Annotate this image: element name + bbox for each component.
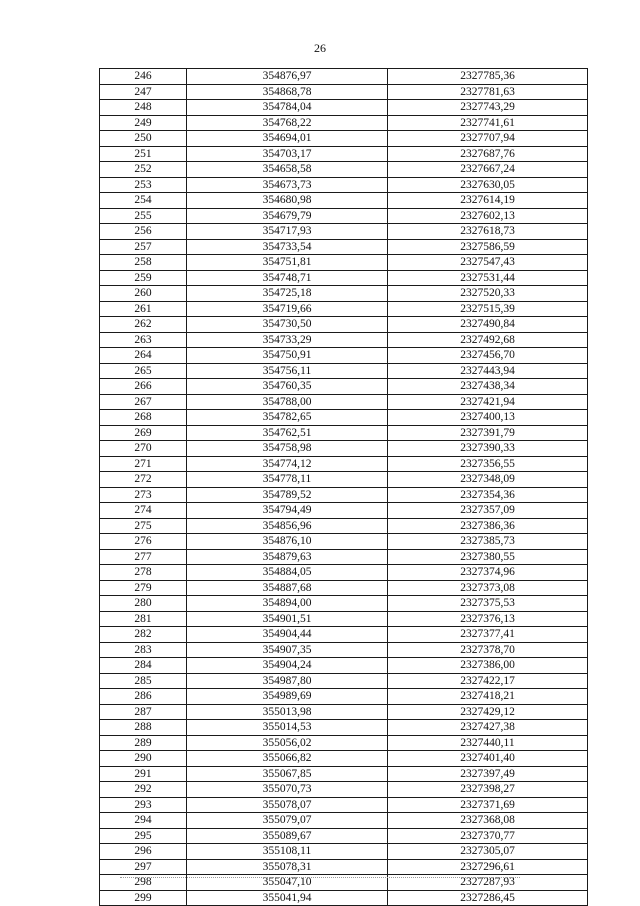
point-number-cell: 282 <box>100 627 187 643</box>
x-coordinate-cell: 354788,00 <box>187 394 388 410</box>
y-coordinate-cell: 2327687,76 <box>388 146 588 162</box>
x-coordinate-cell: 355078,07 <box>187 797 388 813</box>
point-number-cell: 278 <box>100 565 187 581</box>
x-coordinate-cell: 354901,51 <box>187 611 388 627</box>
y-coordinate-cell: 2327456,70 <box>388 348 588 364</box>
table-row <box>100 472 588 488</box>
y-coordinate-cell: 2327286,45 <box>388 890 588 906</box>
table-row <box>100 859 588 875</box>
point-number-cell: 281 <box>100 611 187 627</box>
point-number-cell: 294 <box>100 813 187 829</box>
x-coordinate-cell: 354703,17 <box>187 146 388 162</box>
x-coordinate-cell: 354673,73 <box>187 177 388 193</box>
x-coordinate-cell: 354658,58 <box>187 162 388 178</box>
y-coordinate-cell: 2327397,49 <box>388 766 588 782</box>
x-coordinate-cell: 354907,35 <box>187 642 388 658</box>
point-number-cell: 264 <box>100 348 187 364</box>
x-coordinate-cell: 354868,78 <box>187 84 388 100</box>
table-row <box>100 379 588 395</box>
y-coordinate-cell: 2327520,33 <box>388 286 588 302</box>
x-coordinate-cell: 354758,98 <box>187 441 388 457</box>
y-coordinate-cell: 2327422,17 <box>388 673 588 689</box>
x-coordinate-cell: 354894,00 <box>187 596 388 612</box>
table-row <box>100 270 588 286</box>
y-coordinate-cell: 2327630,05 <box>388 177 588 193</box>
y-coordinate-cell: 2327305,07 <box>388 844 588 860</box>
point-number-cell: 296 <box>100 844 187 860</box>
x-coordinate-cell: 354748,71 <box>187 270 388 286</box>
table-row <box>100 69 588 85</box>
point-number-cell: 250 <box>100 131 187 147</box>
table-row <box>100 286 588 302</box>
x-coordinate-cell: 354680,98 <box>187 193 388 209</box>
table-row <box>100 348 588 364</box>
y-coordinate-cell: 2327357,09 <box>388 503 588 519</box>
y-coordinate-cell: 2327400,13 <box>388 410 588 426</box>
y-coordinate-cell: 2327418,21 <box>388 689 588 705</box>
table-row <box>100 844 588 860</box>
table-row <box>100 131 588 147</box>
x-coordinate-cell: 355078,31 <box>187 859 388 875</box>
table-row <box>100 580 588 596</box>
point-number-cell: 251 <box>100 146 187 162</box>
table-row <box>100 441 588 457</box>
table-row <box>100 162 588 178</box>
table-row <box>100 549 588 565</box>
point-number-cell: 255 <box>100 208 187 224</box>
x-coordinate-cell: 354784,04 <box>187 100 388 116</box>
table-row <box>100 642 588 658</box>
y-coordinate-cell: 2327667,24 <box>388 162 588 178</box>
x-coordinate-cell: 354782,65 <box>187 410 388 426</box>
x-coordinate-cell: 354794,49 <box>187 503 388 519</box>
x-coordinate-cell: 354679,79 <box>187 208 388 224</box>
table-row <box>100 363 588 379</box>
x-coordinate-cell: 355089,67 <box>187 828 388 844</box>
y-coordinate-cell: 2327531,44 <box>388 270 588 286</box>
table-row <box>100 255 588 271</box>
x-coordinate-cell: 354778,11 <box>187 472 388 488</box>
y-coordinate-cell: 2327348,09 <box>388 472 588 488</box>
table-row <box>100 224 588 240</box>
y-coordinate-cell: 2327443,94 <box>388 363 588 379</box>
page-number: 26 <box>314 41 326 55</box>
point-number-cell: 299 <box>100 890 187 906</box>
x-coordinate-cell: 355056,02 <box>187 735 388 751</box>
y-coordinate-cell: 2327586,59 <box>388 239 588 255</box>
point-number-cell: 292 <box>100 782 187 798</box>
point-number-cell: 284 <box>100 658 187 674</box>
point-number-cell: 279 <box>100 580 187 596</box>
table-row <box>100 146 588 162</box>
table-row <box>100 720 588 736</box>
y-coordinate-cell: 2327390,33 <box>388 441 588 457</box>
point-number-cell: 280 <box>100 596 187 612</box>
x-coordinate-cell: 355108,11 <box>187 844 388 860</box>
x-coordinate-cell: 355067,85 <box>187 766 388 782</box>
y-coordinate-cell: 2327492,68 <box>388 332 588 348</box>
table-row <box>100 689 588 705</box>
y-coordinate-cell: 2327296,61 <box>388 859 588 875</box>
x-coordinate-cell: 355014,53 <box>187 720 388 736</box>
table-row <box>100 596 588 612</box>
point-number-cell: 248 <box>100 100 187 116</box>
table-row <box>100 487 588 503</box>
point-number-cell: 274 <box>100 503 187 519</box>
x-coordinate-cell: 354884,05 <box>187 565 388 581</box>
point-number-cell: 258 <box>100 255 187 271</box>
y-coordinate-cell: 2327515,39 <box>388 301 588 317</box>
point-number-cell: 259 <box>100 270 187 286</box>
x-coordinate-cell: 354762,51 <box>187 425 388 441</box>
point-number-cell: 290 <box>100 751 187 767</box>
y-coordinate-cell: 2327373,08 <box>388 580 588 596</box>
point-number-cell: 283 <box>100 642 187 658</box>
point-number-cell: 247 <box>100 84 187 100</box>
table-row <box>100 115 588 131</box>
table-row <box>100 673 588 689</box>
x-coordinate-cell: 354717,93 <box>187 224 388 240</box>
coordinates-table <box>99 68 588 906</box>
table-row <box>100 518 588 534</box>
table-row <box>100 456 588 472</box>
y-coordinate-cell: 2327743,29 <box>388 100 588 116</box>
x-coordinate-cell: 354750,91 <box>187 348 388 364</box>
y-coordinate-cell: 2327398,27 <box>388 782 588 798</box>
y-coordinate-cell: 2327380,55 <box>388 549 588 565</box>
table-row <box>100 410 588 426</box>
table-row <box>100 565 588 581</box>
table-row <box>100 301 588 317</box>
table-row <box>100 100 588 116</box>
table-row <box>100 627 588 643</box>
x-coordinate-cell: 355047,10 <box>187 875 388 891</box>
x-coordinate-cell: 355066,82 <box>187 751 388 767</box>
table-row <box>100 751 588 767</box>
x-coordinate-cell: 354760,35 <box>187 379 388 395</box>
y-coordinate-cell: 2327375,53 <box>388 596 588 612</box>
y-coordinate-cell: 2327356,55 <box>388 456 588 472</box>
point-number-cell: 246 <box>100 69 187 85</box>
y-coordinate-cell: 2327377,41 <box>388 627 588 643</box>
x-coordinate-cell: 354694,01 <box>187 131 388 147</box>
y-coordinate-cell: 2327386,00 <box>388 658 588 674</box>
point-number-cell: 291 <box>100 766 187 782</box>
x-coordinate-cell: 354789,52 <box>187 487 388 503</box>
point-number-cell: 263 <box>100 332 187 348</box>
table-row <box>100 193 588 209</box>
y-coordinate-cell: 2327438,34 <box>388 379 588 395</box>
x-coordinate-cell: 355079,07 <box>187 813 388 829</box>
y-coordinate-cell: 2327781,63 <box>388 84 588 100</box>
table-row <box>100 332 588 348</box>
y-coordinate-cell: 2327741,61 <box>388 115 588 131</box>
x-coordinate-cell: 355013,98 <box>187 704 388 720</box>
x-coordinate-cell: 354719,66 <box>187 301 388 317</box>
x-coordinate-cell: 354876,10 <box>187 534 388 550</box>
point-number-cell: 276 <box>100 534 187 550</box>
point-number-cell: 295 <box>100 828 187 844</box>
table-row <box>100 208 588 224</box>
point-number-cell: 267 <box>100 394 187 410</box>
x-coordinate-cell: 354730,50 <box>187 317 388 333</box>
point-number-cell: 272 <box>100 472 187 488</box>
table-row <box>100 658 588 674</box>
point-number-cell: 275 <box>100 518 187 534</box>
y-coordinate-cell: 2327378,70 <box>388 642 588 658</box>
point-number-cell: 262 <box>100 317 187 333</box>
x-coordinate-cell: 355070,73 <box>187 782 388 798</box>
x-coordinate-cell: 354768,22 <box>187 115 388 131</box>
point-number-cell: 271 <box>100 456 187 472</box>
y-coordinate-cell: 2327429,12 <box>388 704 588 720</box>
point-number-cell: 289 <box>100 735 187 751</box>
y-coordinate-cell: 2327490,84 <box>388 317 588 333</box>
y-coordinate-cell: 2327547,43 <box>388 255 588 271</box>
x-coordinate-cell: 354774,12 <box>187 456 388 472</box>
y-coordinate-cell: 2327374,96 <box>388 565 588 581</box>
table-row <box>100 782 588 798</box>
table-row <box>100 394 588 410</box>
table-row <box>100 704 588 720</box>
y-coordinate-cell: 2327440,11 <box>388 735 588 751</box>
x-coordinate-cell: 354725,18 <box>187 286 388 302</box>
point-number-cell: 266 <box>100 379 187 395</box>
table-row <box>100 813 588 829</box>
point-number-cell: 254 <box>100 193 187 209</box>
point-number-cell: 252 <box>100 162 187 178</box>
y-coordinate-cell: 2327371,69 <box>388 797 588 813</box>
table-row <box>100 828 588 844</box>
x-coordinate-cell: 354989,69 <box>187 689 388 705</box>
point-number-cell: 286 <box>100 689 187 705</box>
table-row <box>100 611 588 627</box>
x-coordinate-cell: 354733,29 <box>187 332 388 348</box>
point-number-cell: 293 <box>100 797 187 813</box>
point-number-cell: 260 <box>100 286 187 302</box>
table-row <box>100 797 588 813</box>
point-number-cell: 249 <box>100 115 187 131</box>
x-coordinate-cell: 354756,11 <box>187 363 388 379</box>
table-row <box>100 534 588 550</box>
point-number-cell: 269 <box>100 425 187 441</box>
y-coordinate-cell: 2327707,94 <box>388 131 588 147</box>
x-coordinate-cell: 354904,44 <box>187 627 388 643</box>
table-row <box>100 317 588 333</box>
y-coordinate-cell: 2327401,40 <box>388 751 588 767</box>
point-number-cell: 265 <box>100 363 187 379</box>
x-coordinate-cell: 354879,63 <box>187 549 388 565</box>
point-number-cell: 261 <box>100 301 187 317</box>
x-coordinate-cell: 355041,94 <box>187 890 388 906</box>
y-coordinate-cell: 2327376,13 <box>388 611 588 627</box>
table-row <box>100 239 588 255</box>
y-coordinate-cell: 2327602,13 <box>388 208 588 224</box>
x-coordinate-cell: 354876,97 <box>187 69 388 85</box>
footer-dotted-rule <box>120 877 520 878</box>
y-coordinate-cell: 2327618,73 <box>388 224 588 240</box>
y-coordinate-cell: 2327391,79 <box>388 425 588 441</box>
table-row <box>100 425 588 441</box>
table-row <box>100 890 588 906</box>
y-coordinate-cell: 2327370,77 <box>388 828 588 844</box>
x-coordinate-cell: 354751,81 <box>187 255 388 271</box>
table-row <box>100 503 588 519</box>
x-coordinate-cell: 354887,68 <box>187 580 388 596</box>
y-coordinate-cell: 2327785,36 <box>388 69 588 85</box>
point-number-cell: 256 <box>100 224 187 240</box>
point-number-cell: 297 <box>100 859 187 875</box>
point-number-cell: 257 <box>100 239 187 255</box>
y-coordinate-cell: 2327421,94 <box>388 394 588 410</box>
table-row <box>100 84 588 100</box>
table-row <box>100 766 588 782</box>
x-coordinate-cell: 354904,24 <box>187 658 388 674</box>
point-number-cell: 287 <box>100 704 187 720</box>
point-number-cell: 253 <box>100 177 187 193</box>
y-coordinate-cell: 2327386,36 <box>388 518 588 534</box>
y-coordinate-cell: 2327368,08 <box>388 813 588 829</box>
x-coordinate-cell: 354856,96 <box>187 518 388 534</box>
point-number-cell: 298 <box>100 875 187 891</box>
coordinates-table-body <box>100 69 588 906</box>
y-coordinate-cell: 2327427,38 <box>388 720 588 736</box>
point-number-cell: 268 <box>100 410 187 426</box>
y-coordinate-cell: 2327354,36 <box>388 487 588 503</box>
table-row <box>100 735 588 751</box>
x-coordinate-cell: 354733,54 <box>187 239 388 255</box>
y-coordinate-cell: 2327385,73 <box>388 534 588 550</box>
point-number-cell: 288 <box>100 720 187 736</box>
point-number-cell: 285 <box>100 673 187 689</box>
y-coordinate-cell: 2327287,93 <box>388 875 588 891</box>
y-coordinate-cell: 2327614,19 <box>388 193 588 209</box>
x-coordinate-cell: 354987,80 <box>187 673 388 689</box>
point-number-cell: 270 <box>100 441 187 457</box>
point-number-cell: 273 <box>100 487 187 503</box>
point-number-cell: 277 <box>100 549 187 565</box>
table-row <box>100 177 588 193</box>
